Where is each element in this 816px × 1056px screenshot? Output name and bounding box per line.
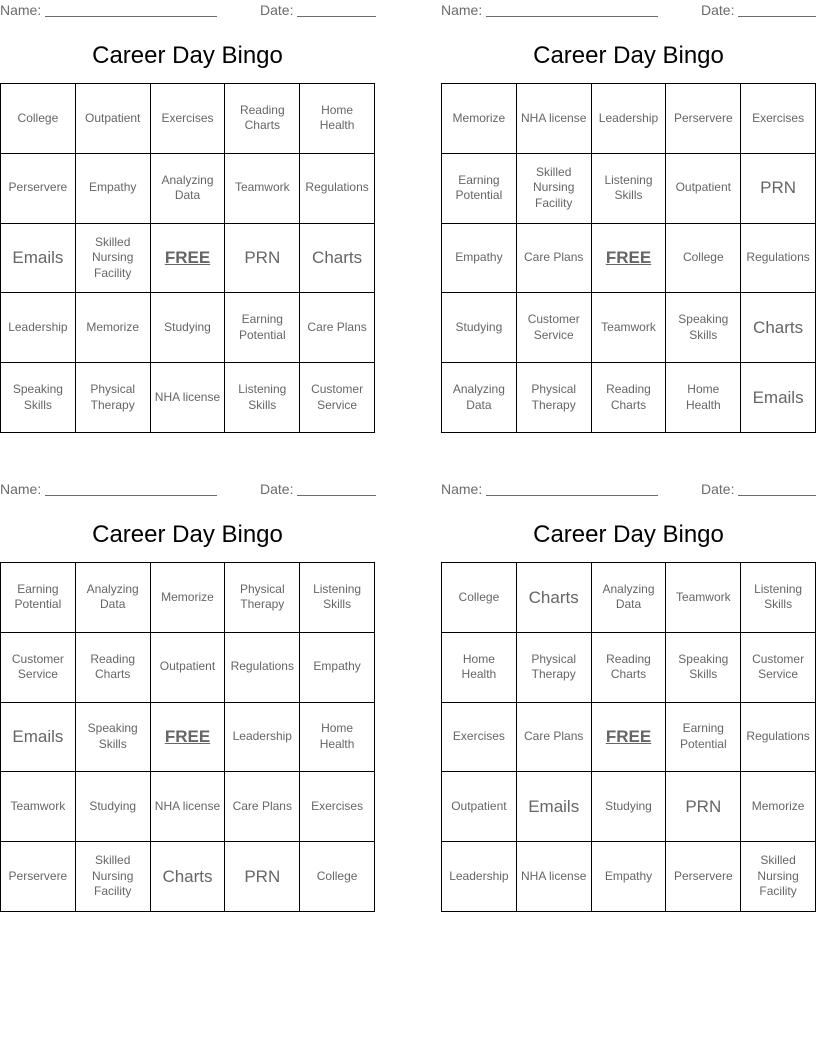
bingo-cell: NHA license	[151, 363, 226, 433]
bingo-cell: Charts	[151, 842, 226, 912]
bingo-grid	[0, 83, 375, 433]
bingo-cell: Emails	[517, 772, 592, 842]
bingo-cell: Care Plans	[300, 293, 375, 363]
bingo-cell: Physical Therapy	[517, 363, 592, 433]
bingo-cell: Teamwork	[1, 772, 76, 842]
bingo-cell: NHA license	[517, 842, 592, 912]
bingo-cell: Customer Service	[741, 633, 816, 703]
bingo-cell: Memorize	[151, 563, 226, 633]
date-line	[297, 16, 376, 17]
bingo-cell: Listening Skills	[592, 154, 667, 224]
bingo-cell: Home Health	[300, 84, 375, 154]
bingo-cell: Teamwork	[592, 293, 667, 363]
bingo-cell: Home Health	[666, 363, 741, 433]
bingo-cell: Listening Skills	[225, 363, 300, 433]
name-line	[45, 16, 217, 17]
free-space-cell: FREE	[151, 224, 226, 294]
bingo-cell: Charts	[517, 563, 592, 633]
bingo-cell: Emails	[741, 363, 816, 433]
bingo-cell: Studying	[76, 772, 151, 842]
bingo-cell: Perservere	[1, 842, 76, 912]
bingo-cell: Earning Potential	[1, 563, 76, 633]
bingo-cell: Customer Service	[517, 293, 592, 363]
bingo-cell: Skilled Nursing Facility	[76, 224, 151, 294]
bingo-cell: Emails	[1, 703, 76, 773]
bingo-cell: Emails	[1, 224, 76, 294]
card-header	[0, 0, 375, 20]
bingo-cell: Listening Skills	[300, 563, 375, 633]
card-title: Career Day Bingo	[92, 42, 283, 69]
bingo-cell: Exercises	[741, 84, 816, 154]
bingo-cell: Outpatient	[666, 154, 741, 224]
bingo-cell: PRN	[225, 842, 300, 912]
bingo-cell: College	[1, 84, 76, 154]
bingo-cell: Analyzing Data	[592, 563, 667, 633]
bingo-cell: Perservere	[666, 84, 741, 154]
bingo-cell: Studying	[442, 293, 517, 363]
bingo-cell: Customer Service	[1, 633, 76, 703]
bingo-cell: Home Health	[442, 633, 517, 703]
card-title: Career Day Bingo	[533, 42, 724, 69]
bingo-cell: Leadership	[442, 842, 517, 912]
bingo-cell: Outpatient	[442, 772, 517, 842]
date-line	[738, 16, 816, 17]
bingo-cell: Leadership	[225, 703, 300, 773]
bingo-grid	[441, 83, 816, 433]
date-label: Date:	[260, 481, 294, 497]
bingo-cell: Speaking Skills	[1, 363, 76, 433]
bingo-cell: Studying	[592, 772, 667, 842]
bingo-cell: Empathy	[442, 224, 517, 294]
bingo-cell: Memorize	[76, 293, 151, 363]
name-label: Name:	[0, 481, 42, 497]
bingo-cell: Customer Service	[300, 363, 375, 433]
bingo-cell: PRN	[225, 224, 300, 294]
bingo-cell: Earning Potential	[442, 154, 517, 224]
name-line	[486, 495, 658, 496]
bingo-cell: Reading Charts	[592, 633, 667, 703]
bingo-cell: Listening Skills	[741, 563, 816, 633]
name-label: Name:	[441, 481, 483, 497]
date-label: Date:	[701, 2, 735, 18]
bingo-cell: Empathy	[592, 842, 667, 912]
card-title: Career Day Bingo	[92, 521, 283, 548]
bingo-cell: Perservere	[666, 842, 741, 912]
bingo-grid	[0, 562, 375, 912]
name-line	[45, 495, 217, 496]
bingo-cell: Physical Therapy	[76, 363, 151, 433]
bingo-cell: Outpatient	[76, 84, 151, 154]
bingo-cell: Empathy	[76, 154, 151, 224]
bingo-cell: Skilled Nursing Facility	[76, 842, 151, 912]
bingo-cell: Regulations	[741, 703, 816, 773]
bingo-cell: Care Plans	[517, 224, 592, 294]
bingo-cell: Physical Therapy	[517, 633, 592, 703]
free-space-cell: FREE	[592, 224, 667, 294]
bingo-cell: Memorize	[442, 84, 517, 154]
date-label: Date:	[701, 481, 735, 497]
bingo-cell: Physical Therapy	[225, 563, 300, 633]
bingo-cell: Care Plans	[517, 703, 592, 773]
bingo-cell: Earning Potential	[225, 293, 300, 363]
bingo-cell: Regulations	[741, 224, 816, 294]
card-header	[441, 0, 816, 20]
bingo-cell: Regulations	[300, 154, 375, 224]
name-label: Name:	[0, 2, 42, 18]
bingo-cell: Teamwork	[225, 154, 300, 224]
name-line	[486, 16, 658, 17]
bingo-grid	[441, 562, 816, 912]
bingo-cell: Care Plans	[225, 772, 300, 842]
bingo-cell: Empathy	[300, 633, 375, 703]
bingo-cell: NHA license	[517, 84, 592, 154]
bingo-cell: Regulations	[225, 633, 300, 703]
card-header	[441, 479, 816, 499]
bingo-cell: Studying	[151, 293, 226, 363]
bingo-cell: Reading Charts	[76, 633, 151, 703]
bingo-cell: Skilled Nursing Facility	[741, 842, 816, 912]
bingo-cell: PRN	[741, 154, 816, 224]
bingo-cell: Speaking Skills	[666, 633, 741, 703]
date-line	[738, 495, 816, 496]
bingo-cell: College	[666, 224, 741, 294]
bingo-cell: Reading Charts	[225, 84, 300, 154]
bingo-cell: Memorize	[741, 772, 816, 842]
bingo-cell: Home Health	[300, 703, 375, 773]
bingo-cell: Analyzing Data	[76, 563, 151, 633]
free-space-cell: FREE	[592, 703, 667, 773]
bingo-cell: Speaking Skills	[76, 703, 151, 773]
bingo-cell: NHA license	[151, 772, 226, 842]
bingo-cell: Leadership	[592, 84, 667, 154]
bingo-cell: Analyzing Data	[151, 154, 226, 224]
bingo-cell: Charts	[741, 293, 816, 363]
card-title: Career Day Bingo	[533, 521, 724, 548]
bingo-cell: Skilled Nursing Facility	[517, 154, 592, 224]
bingo-cell: Exercises	[442, 703, 517, 773]
date-line	[297, 495, 376, 496]
bingo-cell: Earning Potential	[666, 703, 741, 773]
bingo-cell: Charts	[300, 224, 375, 294]
bingo-cell: College	[300, 842, 375, 912]
name-label: Name:	[441, 2, 483, 18]
bingo-cell: College	[442, 563, 517, 633]
bingo-cell: Leadership	[1, 293, 76, 363]
bingo-cell: PRN	[666, 772, 741, 842]
bingo-cell: Reading Charts	[592, 363, 667, 433]
free-space-cell: FREE	[151, 703, 226, 773]
bingo-cell: Perservere	[1, 154, 76, 224]
bingo-cell: Exercises	[300, 772, 375, 842]
bingo-cell: Speaking Skills	[666, 293, 741, 363]
date-label: Date:	[260, 2, 294, 18]
bingo-cell: Analyzing Data	[442, 363, 517, 433]
card-header	[0, 479, 375, 499]
bingo-cell: Teamwork	[666, 563, 741, 633]
bingo-cell: Exercises	[151, 84, 226, 154]
bingo-cell: Outpatient	[151, 633, 226, 703]
